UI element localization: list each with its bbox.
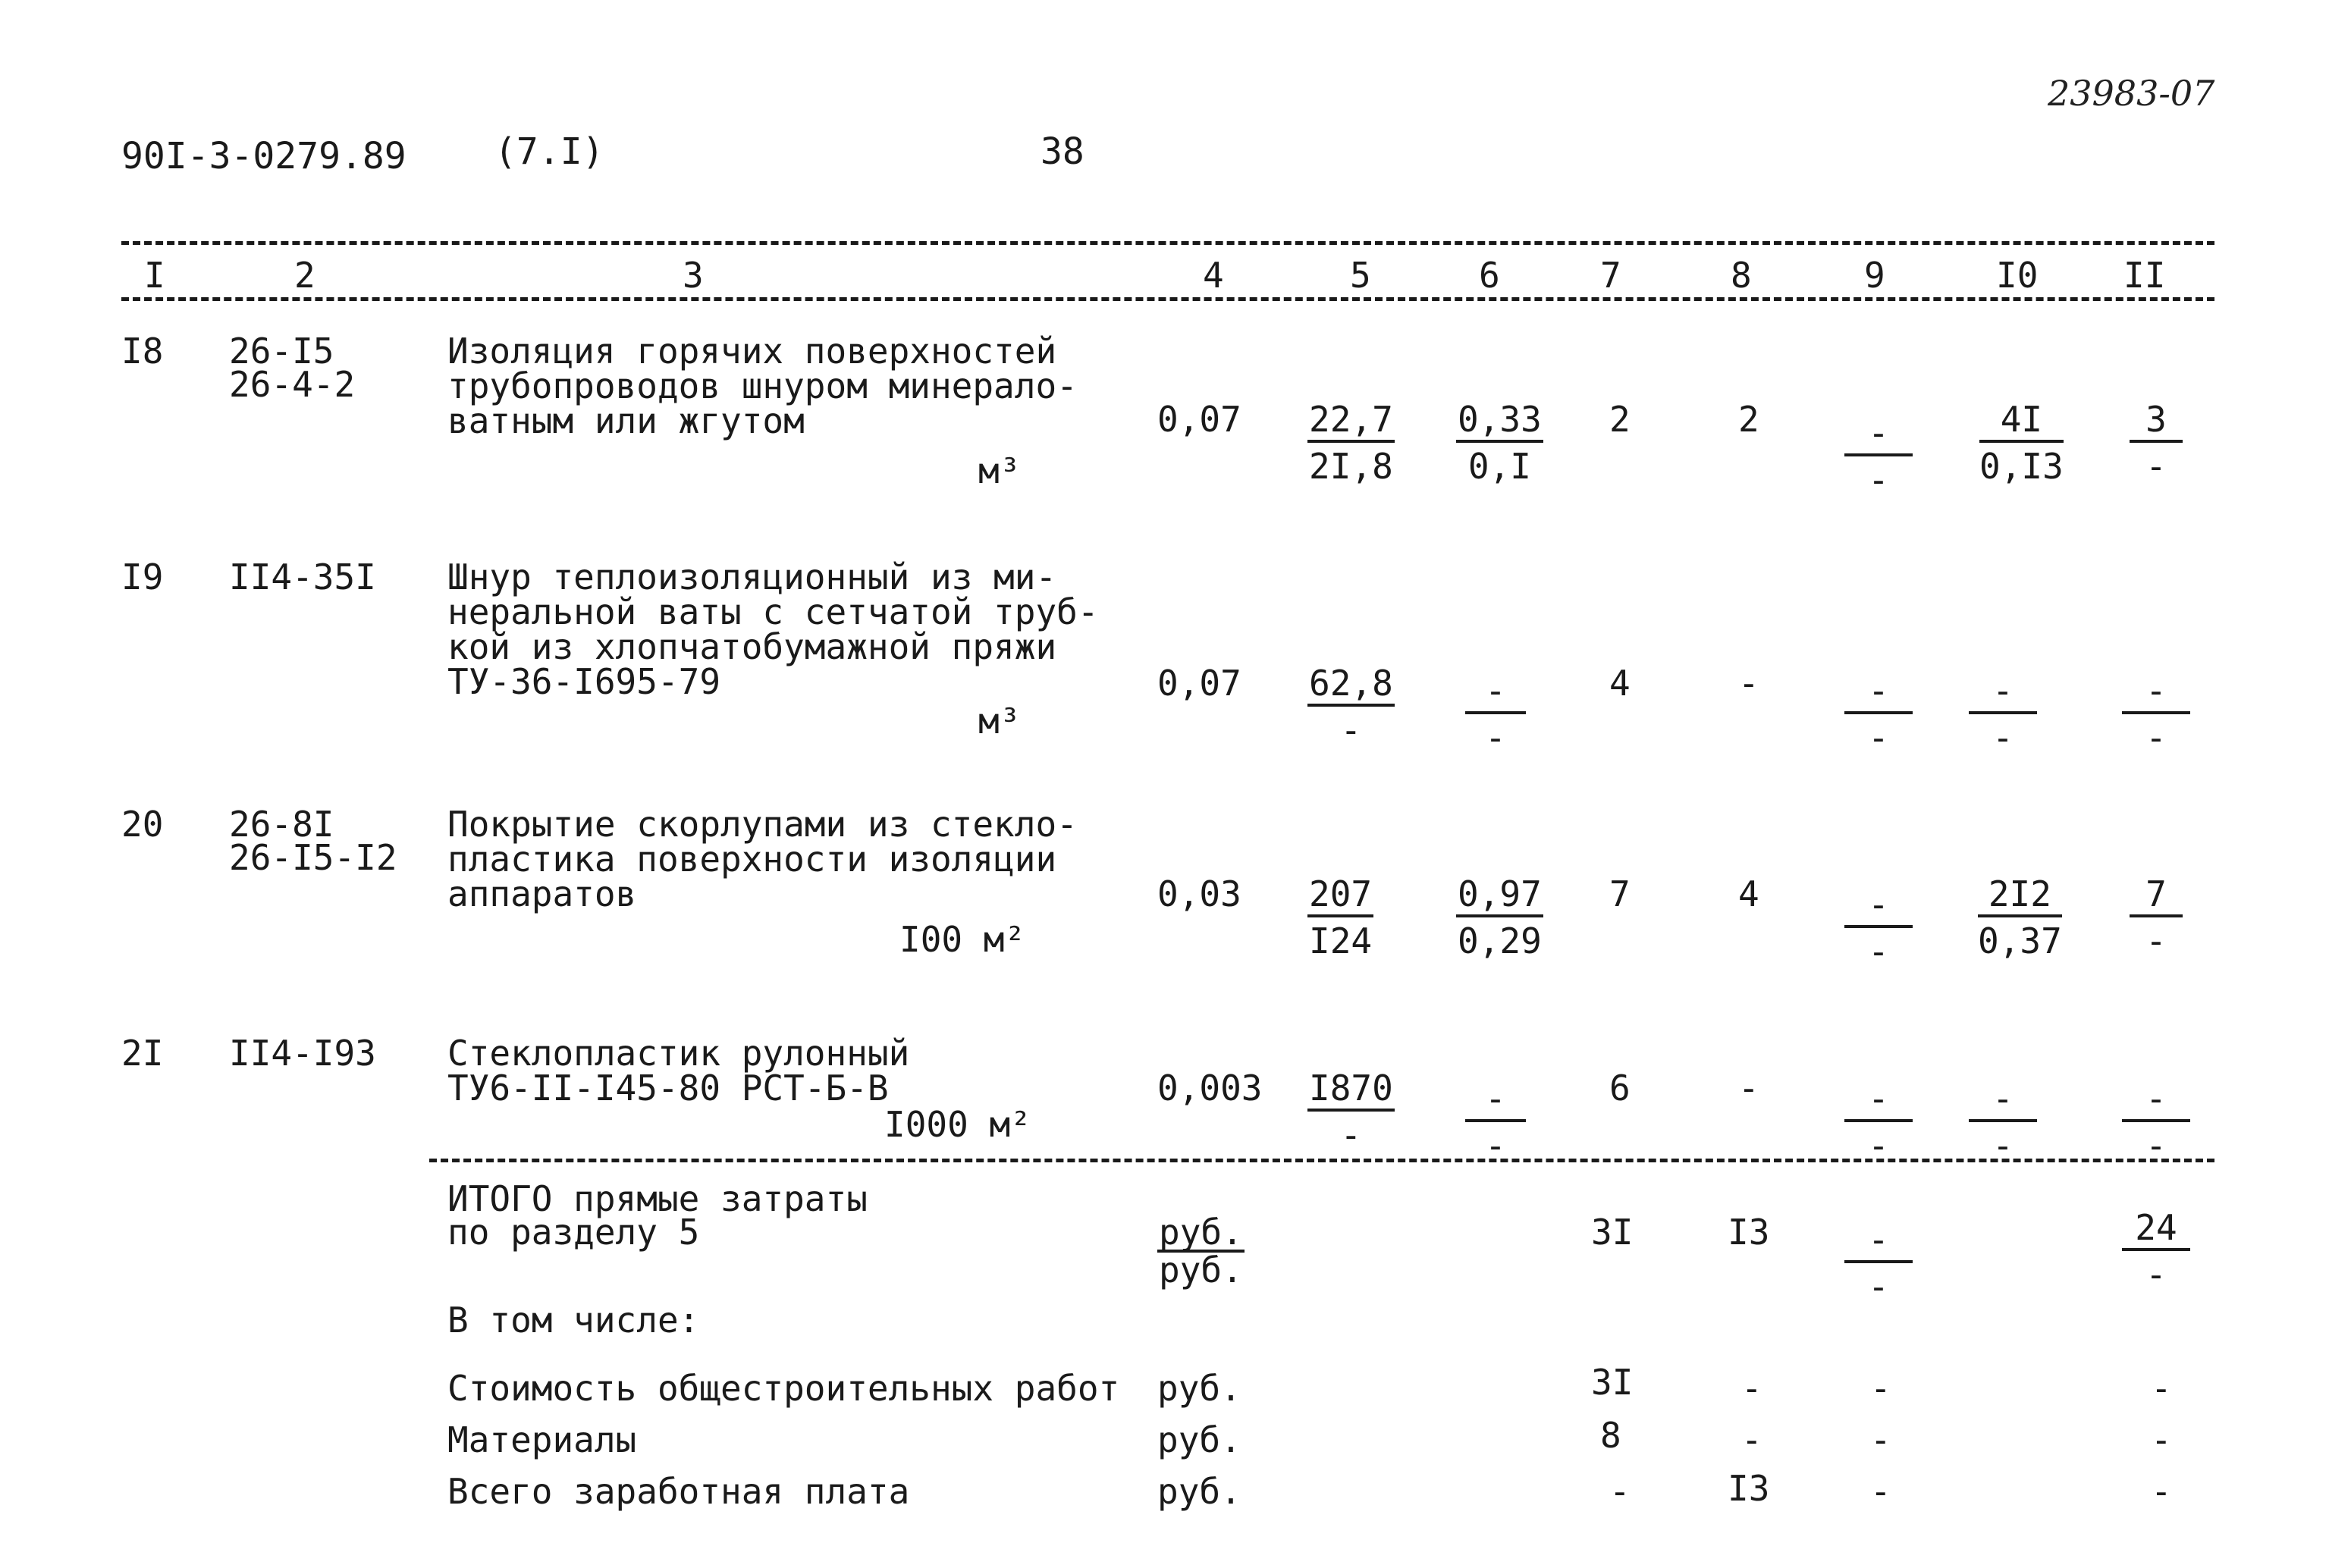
totals-label: по разделу 5 [447,1212,700,1253]
totals-col11: 24 - [2122,1210,2190,1292]
totals-col7: 3I [1591,1212,1634,1253]
row-code: 26-I5 [229,331,334,372]
column-header-8: 8 [1731,255,1752,296]
row-code: II4-I93 [229,1033,376,1074]
row-unit: м³ [978,450,1021,491]
row-number: I8 [121,331,164,372]
row-col9: - - [1844,1081,1913,1163]
row-code: 26-4-2 [229,364,356,405]
row-number: 2I [121,1033,164,1074]
row-col7: 2 [1609,399,1631,440]
row-col6: $\frac{0,97}{0,29}$ [1458,873,1542,961]
row-description: кой из хлопчатобумажной пряжи [447,626,1057,667]
column-header-11: II [2123,255,2166,296]
row-col8: 4 [1738,873,1759,914]
row-quantity: 0,03 [1157,873,1241,914]
breakdown-col7: 3I [1591,1362,1634,1403]
row-col5: 62,8 - [1309,663,1393,751]
row-col10: $\frac{2I2}{0,37}$ [1978,873,2062,961]
row-description: ТУ-36-I695-79 [447,661,721,702]
row-col5: $\frac{207}{I24}$ [1309,873,1373,961]
row-unit: I000 м² [884,1104,1031,1145]
row-description: трубопроводов шнуром минерало- [447,365,1078,406]
row-col9: - - [1844,887,1913,969]
totals-col9: - - [1844,1222,1913,1304]
row-col6: - - [1465,1081,1526,1163]
breakdown-unit: руб. [1157,1368,1241,1409]
table-header-top-rule [121,241,2214,245]
row-col10: - - [1969,1081,2037,1163]
breakdown-label: Материалы [447,1419,637,1460]
row-col5: I870 - [1309,1068,1393,1156]
row-description: ТУ6-II-I45-80 РСТ-Б-В [447,1068,889,1109]
breakdown-col7: 8 [1600,1415,1621,1456]
row-number: 20 [121,804,164,845]
row-description: Изоляция горячих поверхностей [447,331,1057,372]
row-quantity: 0,07 [1157,663,1241,704]
row-col6: $\frac{0,33}{0,I}$ [1458,399,1542,487]
row-description: аппаратов [447,873,637,914]
including-label: В том числе: [447,1300,700,1341]
row-col11: - - [2122,673,2190,755]
column-header-2: 2 [294,255,315,296]
row-quantity: 0,07 [1157,399,1241,440]
row-col9: - - [1844,673,1913,755]
column-header-3: 3 [683,255,704,296]
breakdown-unit: руб. [1157,1471,1241,1512]
row-col7: 4 [1609,663,1631,704]
breakdown-unit: руб. [1157,1419,1241,1460]
row-unit: м³ [978,701,1021,742]
row-code: II4-35I [229,557,376,597]
row-col10: - - [1969,673,2037,755]
row-col7: 6 [1609,1068,1631,1109]
breakdown-col11: - [2151,1419,2172,1460]
row-col9: - - [1844,416,1913,497]
breakdown-col11: - [2151,1471,2172,1512]
row-description: Шнур теплоизоляционный из ми- [447,557,1057,597]
row-description: ватным или жгутом [447,400,805,441]
breakdown-col8: - [1741,1368,1762,1409]
totals-label: ИТОГО прямые затраты [447,1178,868,1219]
row-number: I9 [121,557,164,597]
document-code: 90I-3-0279.89 [121,135,406,177]
row-col11: 7 - [2130,877,2183,958]
breakdown-label: Стоимость общестроительных работ [447,1368,1120,1409]
table-header-bottom-rule [121,297,2214,301]
breakdown-label: Всего заработная плата [447,1471,910,1512]
breakdown-col9: - [1870,1471,1891,1512]
row-unit: I00 м² [899,919,1026,960]
row-col8: - [1738,663,1759,704]
row-description: неральной ваты с сетчатой труб- [447,591,1099,632]
column-header-9: 9 [1864,255,1885,296]
breakdown-col9: - [1870,1368,1891,1409]
row-col8: 2 [1738,399,1759,440]
breakdown-col11: - [2151,1368,2172,1409]
row-col11: 3 - [2130,402,2183,484]
row-code: 26-8I [229,804,334,845]
row-col6: - - [1465,673,1526,755]
column-header-5: 5 [1350,255,1371,296]
section-number: (7.I) [494,130,604,173]
column-header-7: 7 [1600,255,1621,296]
breakdown-col8: - [1741,1419,1762,1460]
breakdown-col8: I3 [1728,1468,1770,1509]
row-col10: $\frac{4I}{0,I3}$ [1979,399,2064,487]
column-header-4: 4 [1203,255,1224,296]
totals-rule [429,1159,2214,1162]
breakdown-col9: - [1870,1419,1891,1460]
breakdown-col7: - [1609,1471,1631,1512]
archive-stamp: 23983-07 [2048,73,2215,114]
row-description: Покрытие скорлупами из стекло- [447,804,1078,845]
totals-col8: I3 [1728,1212,1770,1253]
row-description: Стеклопластик рулонный [447,1033,910,1074]
row-col8: - [1738,1068,1759,1109]
row-code: 26-I5-I2 [229,837,397,878]
row-col7: 7 [1609,873,1631,914]
row-col11: - - [2122,1081,2190,1163]
row-col5: $\frac{22,7}{2I,8}$ [1309,399,1393,487]
row-description: пластика поверхности изоляции [447,839,1057,880]
totals-unit: руб. руб. [1159,1212,1243,1290]
column-header-10: I0 [1996,255,2039,296]
row-quantity: 0,003 [1157,1068,1263,1109]
page-number: 38 [1041,130,1084,173]
column-header-1: I [144,255,165,296]
column-header-6: 6 [1479,255,1500,296]
